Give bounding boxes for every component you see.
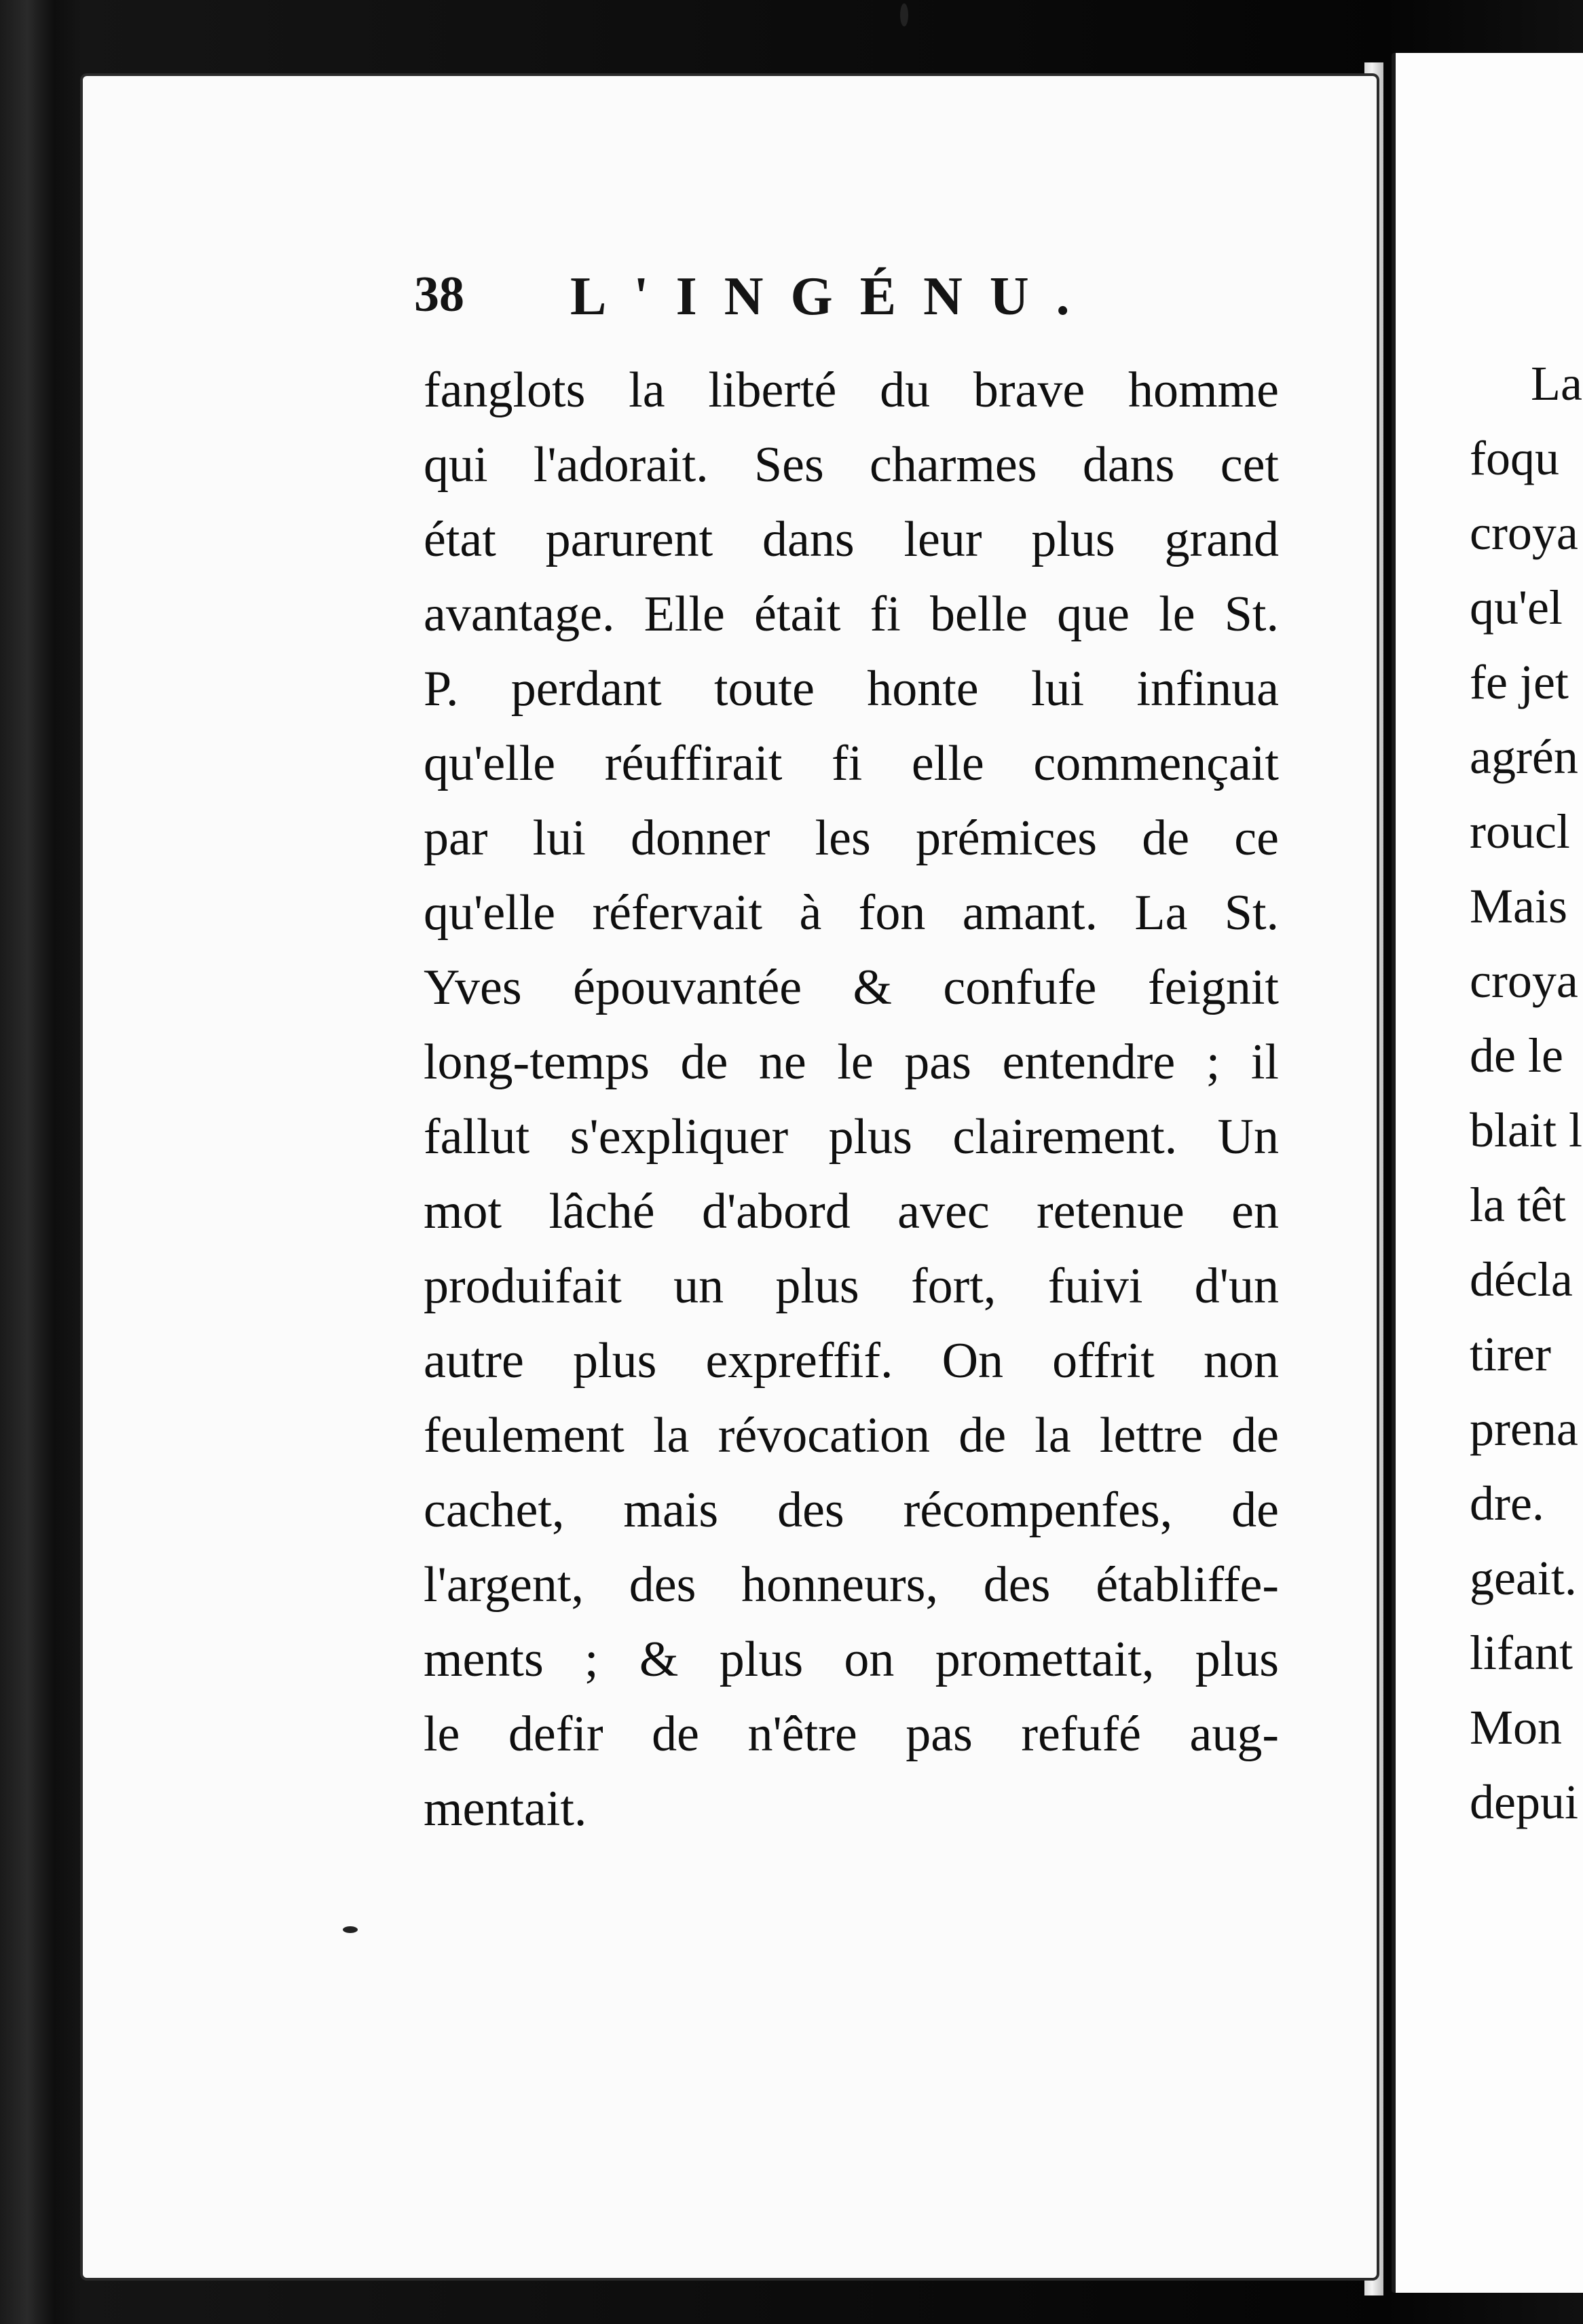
text-line: l'argent, des honneurs, des établiffe- bbox=[424, 1557, 1279, 1613]
facing-line: geait. bbox=[1470, 1551, 1577, 1605]
text-line: P. perdant toute honte lui infinua bbox=[424, 661, 1279, 717]
facing-line: croya bbox=[1470, 954, 1578, 1008]
text-line: long-temps de ne le pas entendre ; il bbox=[424, 1034, 1279, 1090]
facing-line: La bbox=[1531, 356, 1582, 411]
text-line: qu'elle réuffirait fi elle commençait bbox=[424, 736, 1279, 791]
text-line: feulement la révocation de la lettre de bbox=[424, 1408, 1279, 1463]
facing-line: agrén bbox=[1470, 730, 1578, 784]
text-line: qui l'adorait. Ses charmes dans cet bbox=[424, 437, 1279, 493]
body-text bbox=[424, 353, 1279, 1846]
running-head-title: L'INGÉNU. bbox=[570, 267, 1097, 326]
scan-speck bbox=[343, 1926, 358, 1933]
facing-line: tirer bbox=[1470, 1327, 1551, 1381]
text-line: produifait un plus fort, fuivi d'un bbox=[424, 1258, 1279, 1314]
page-number: 38 bbox=[414, 267, 464, 322]
facing-line: qu'el bbox=[1470, 580, 1563, 635]
facing-line: Mon bbox=[1470, 1700, 1563, 1755]
text-line: autre plus expreffif. On offrit non bbox=[424, 1333, 1279, 1389]
scan-speck bbox=[900, 3, 908, 26]
text-line: par lui donner les prémices de ce bbox=[424, 810, 1279, 866]
facing-line: fe jet bbox=[1470, 655, 1569, 709]
facing-line: de le bbox=[1470, 1028, 1563, 1083]
text-line: mot lâché d'abord avec retenue en bbox=[424, 1184, 1279, 1239]
text-line: fanglots la liberté du brave homme bbox=[424, 362, 1279, 418]
text-line: le defir de n'être pas refufé aug- bbox=[424, 1706, 1279, 1762]
text-line: mentait. bbox=[424, 1781, 587, 1837]
text-line: état parurent dans leur plus grand bbox=[424, 512, 1279, 567]
text-line: qu'elle réfervait à fon amant. La St. bbox=[424, 885, 1279, 941]
facing-line: prena bbox=[1470, 1402, 1578, 1456]
facing-line: lifant bbox=[1470, 1626, 1573, 1680]
facing-line: roucl bbox=[1470, 804, 1570, 859]
running-head bbox=[414, 266, 1195, 341]
facing-line: la têt bbox=[1470, 1178, 1566, 1232]
text-line: ments ; & plus on promettait, plus bbox=[424, 1632, 1279, 1687]
facing-line: foqu bbox=[1470, 431, 1559, 485]
text-line: fallut s'expliquer plus clairement. Un bbox=[424, 1109, 1279, 1165]
text-line: Yves épouvantée & confufe feignit bbox=[424, 960, 1279, 1015]
facing-line: décla bbox=[1470, 1252, 1573, 1307]
facing-line: dre. bbox=[1470, 1476, 1544, 1531]
text-line: avantage. Elle était fi belle que le St. bbox=[424, 586, 1279, 642]
facing-line: blait l bbox=[1470, 1103, 1582, 1157]
text-line: cachet, mais des récompenfes, de bbox=[424, 1482, 1279, 1538]
facing-page-text bbox=[1470, 346, 1583, 1839]
facing-line: depui bbox=[1470, 1775, 1578, 1829]
facing-line: Mais bbox=[1470, 879, 1567, 933]
facing-line: croya bbox=[1470, 506, 1578, 560]
